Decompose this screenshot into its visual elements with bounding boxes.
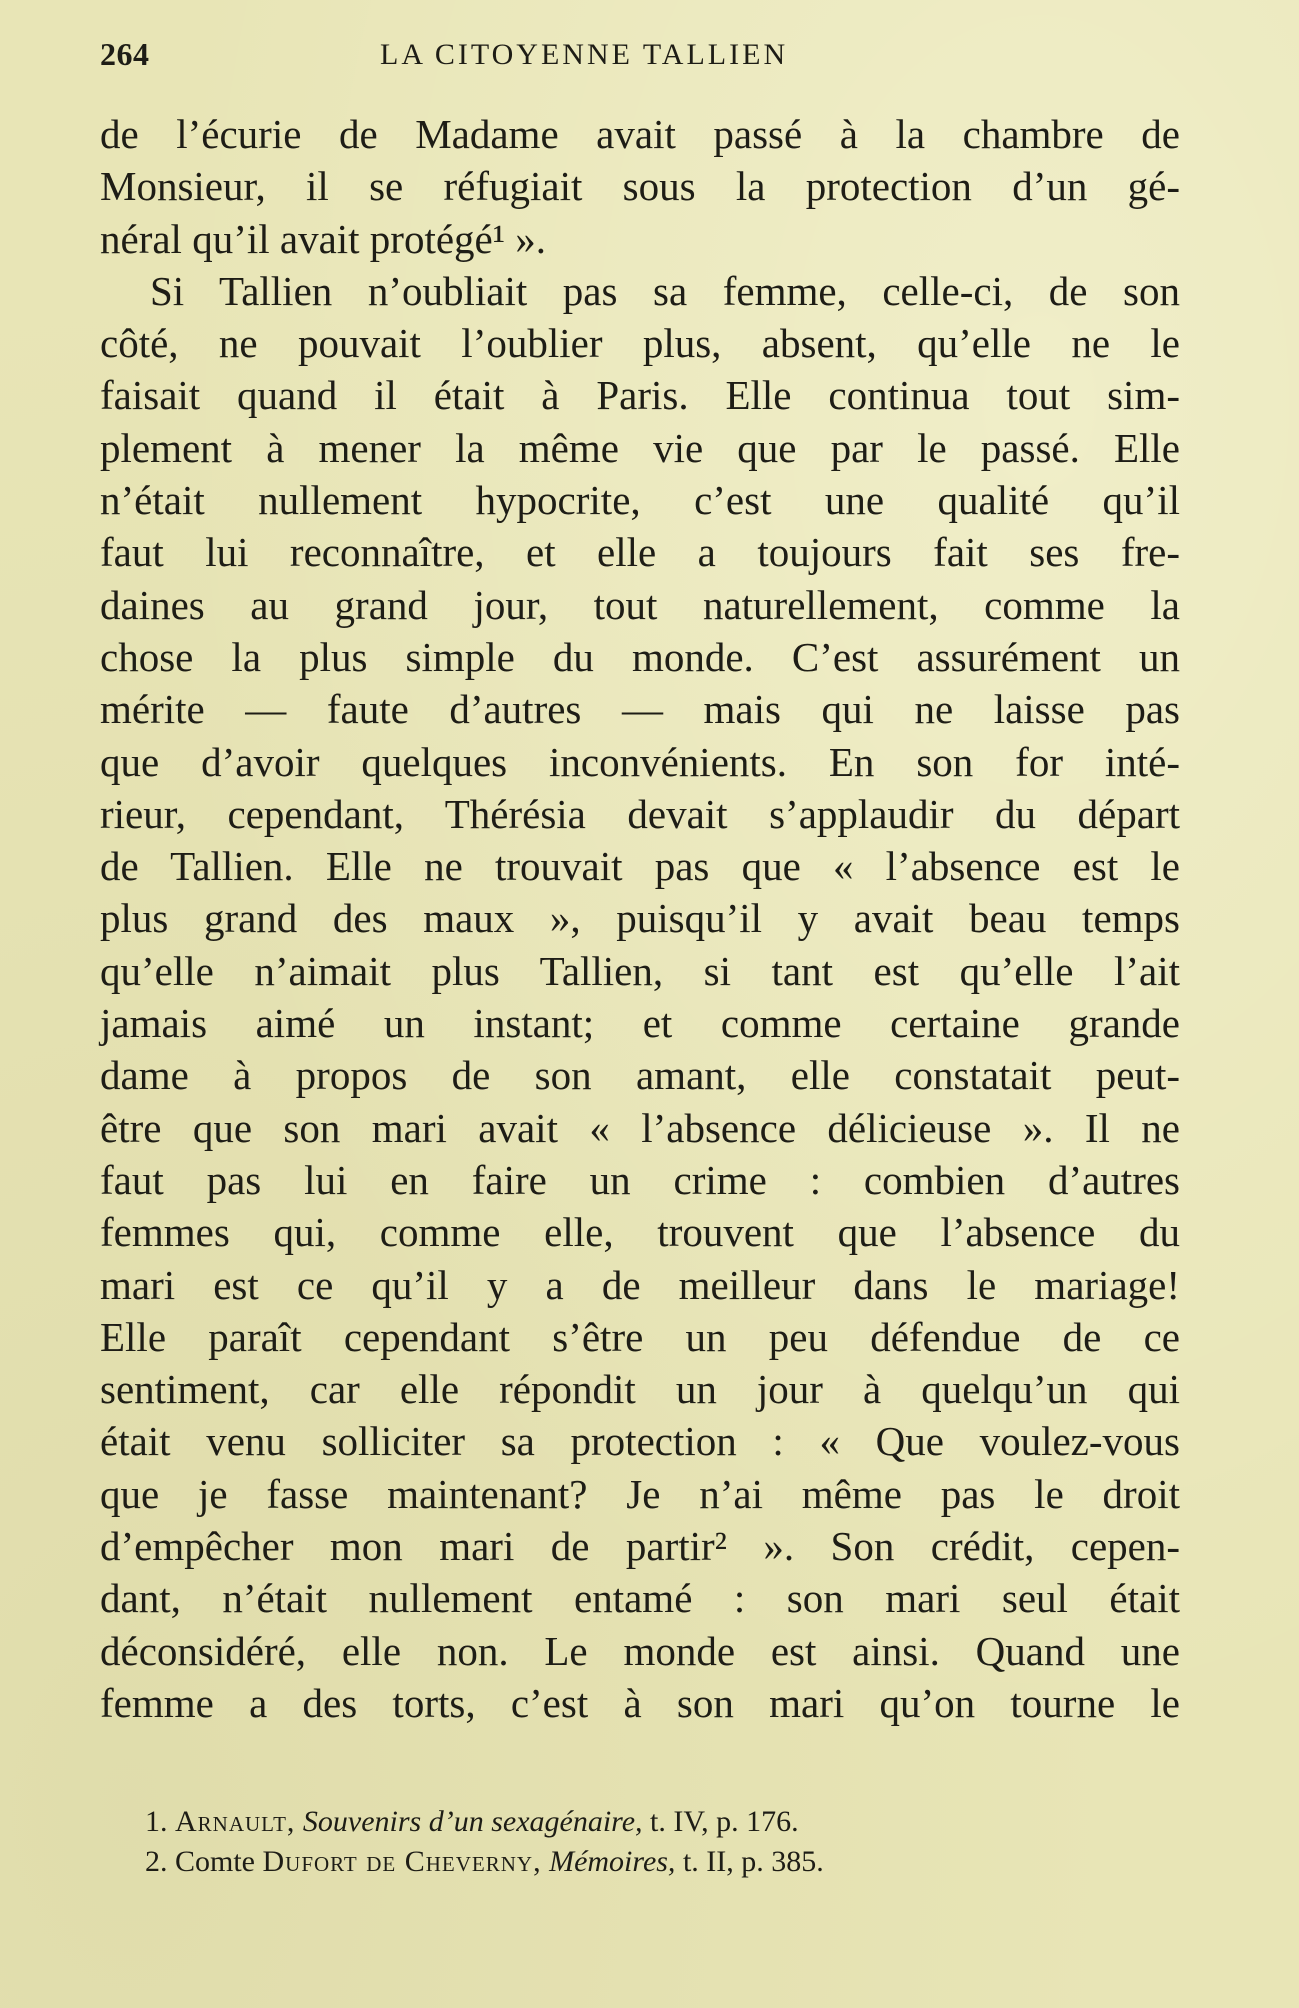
- running-title: LA CITOYENNE TALLIEN: [380, 38, 789, 71]
- text-line: daines au grand jour, tout naturellement, comme la: [100, 581, 1180, 628]
- text-line: mérite — faute d’autres — mais qui ne laisse pas: [100, 686, 1180, 733]
- footnote-title: Souvenirs d’un sexagénaire,: [302, 1805, 643, 1838]
- text-line: femmes qui, comme elle, trouvent que l’absence du: [100, 1209, 1180, 1256]
- text-line: qu’elle n’aimait plus Tallien, si tant est qu’elle l’ait: [100, 947, 1180, 994]
- footnote-ref: t. IV, p. 176.: [650, 1805, 799, 1838]
- text-line: Monsieur, il se réfugiait sous la protection d’un gé-: [100, 163, 1180, 210]
- footnote-2: [145, 1842, 1145, 1882]
- text-line: chose la plus simple du monde. C’est assurément un: [100, 633, 1180, 680]
- footnotes: [145, 1802, 1145, 1882]
- text-line: femme a des torts, c’est à son mari qu’on tourne le: [100, 1679, 1180, 1726]
- text-line: côté, ne pouvait l’oublier plus, absent, qu’elle ne le: [100, 320, 1180, 367]
- footnote-marker: 2.: [145, 1845, 168, 1878]
- page-header: [100, 36, 1180, 86]
- text-line: être que son mari avait « l’absence délicieuse ». Il ne: [100, 1104, 1180, 1151]
- text-line: de l’écurie de Madame avait passé à la chambre de: [100, 111, 1180, 157]
- text-line: était venu solliciter sa protection : « Que voulez-vous: [100, 1418, 1180, 1465]
- text-line: néral qu’il avait protégé¹ ».: [100, 215, 547, 262]
- text-line: dame à propos de son amant, elle constatait peut-: [100, 1052, 1180, 1099]
- page-number: 264: [100, 36, 150, 72]
- text-line: que je fasse maintenant? Je n’ai même pas le droit: [100, 1470, 1180, 1517]
- footnote-ref: t. II, p. 385.: [682, 1845, 824, 1878]
- text-line: Elle paraît cependant s’être un peu défendue de ce: [100, 1313, 1180, 1360]
- text-line: d’empêcher mon mari de partir² ». Son crédit, cepen-: [100, 1523, 1180, 1570]
- footnote-1: [145, 1802, 1145, 1842]
- text-line: plement à mener la même vie que par le passé. Elle: [100, 424, 1180, 471]
- footnote-marker: 1.: [145, 1805, 168, 1838]
- text-line: de Tallien. Elle ne trouvait pas que « l’absence est le: [100, 843, 1180, 890]
- text-line: plus grand des maux », puisqu’il y avait beau temps: [100, 895, 1180, 942]
- text-line: Si Tallien n’oubliait pas sa femme, celle-ci, de son: [150, 267, 1180, 314]
- body-text: [100, 108, 1180, 1729]
- text-line: faut lui reconnaître, et elle a toujours fait ses fre-: [100, 529, 1180, 576]
- text-line: déconsidéré, elle non. Le monde est ainsi. Quand une: [100, 1627, 1180, 1674]
- text-line: que d’avoir quelques inconvénients. En son for inté-: [100, 738, 1180, 785]
- footnote-author: Dufort de Cheverny,: [262, 1845, 542, 1878]
- text-line: faisait quand il était à Paris. Elle continua tout sim-: [100, 372, 1180, 419]
- text-line: sentiment, car elle répondit un jour à quelqu’un qui: [100, 1366, 1180, 1413]
- footnote-title: Mémoires,: [549, 1845, 676, 1878]
- footnote-author: Arnault,: [175, 1805, 296, 1838]
- text-line: rieur, cependant, Thérésia devait s’applaudir du départ: [100, 790, 1180, 837]
- text-line: mari est ce qu’il y a de meilleur dans le mariage!: [100, 1261, 1180, 1308]
- text-line: n’était nullement hypocrite, c’est une qualité qu’il: [100, 477, 1180, 524]
- text-line: faut pas lui en faire un crime : combien d’autres: [100, 1156, 1180, 1203]
- text-line: dant, n’était nullement entamé : son mari seul était: [100, 1575, 1180, 1622]
- text-line: jamais aimé un instant; et comme certaine grande: [100, 1000, 1180, 1047]
- footnote-prefix: Comte: [175, 1845, 255, 1878]
